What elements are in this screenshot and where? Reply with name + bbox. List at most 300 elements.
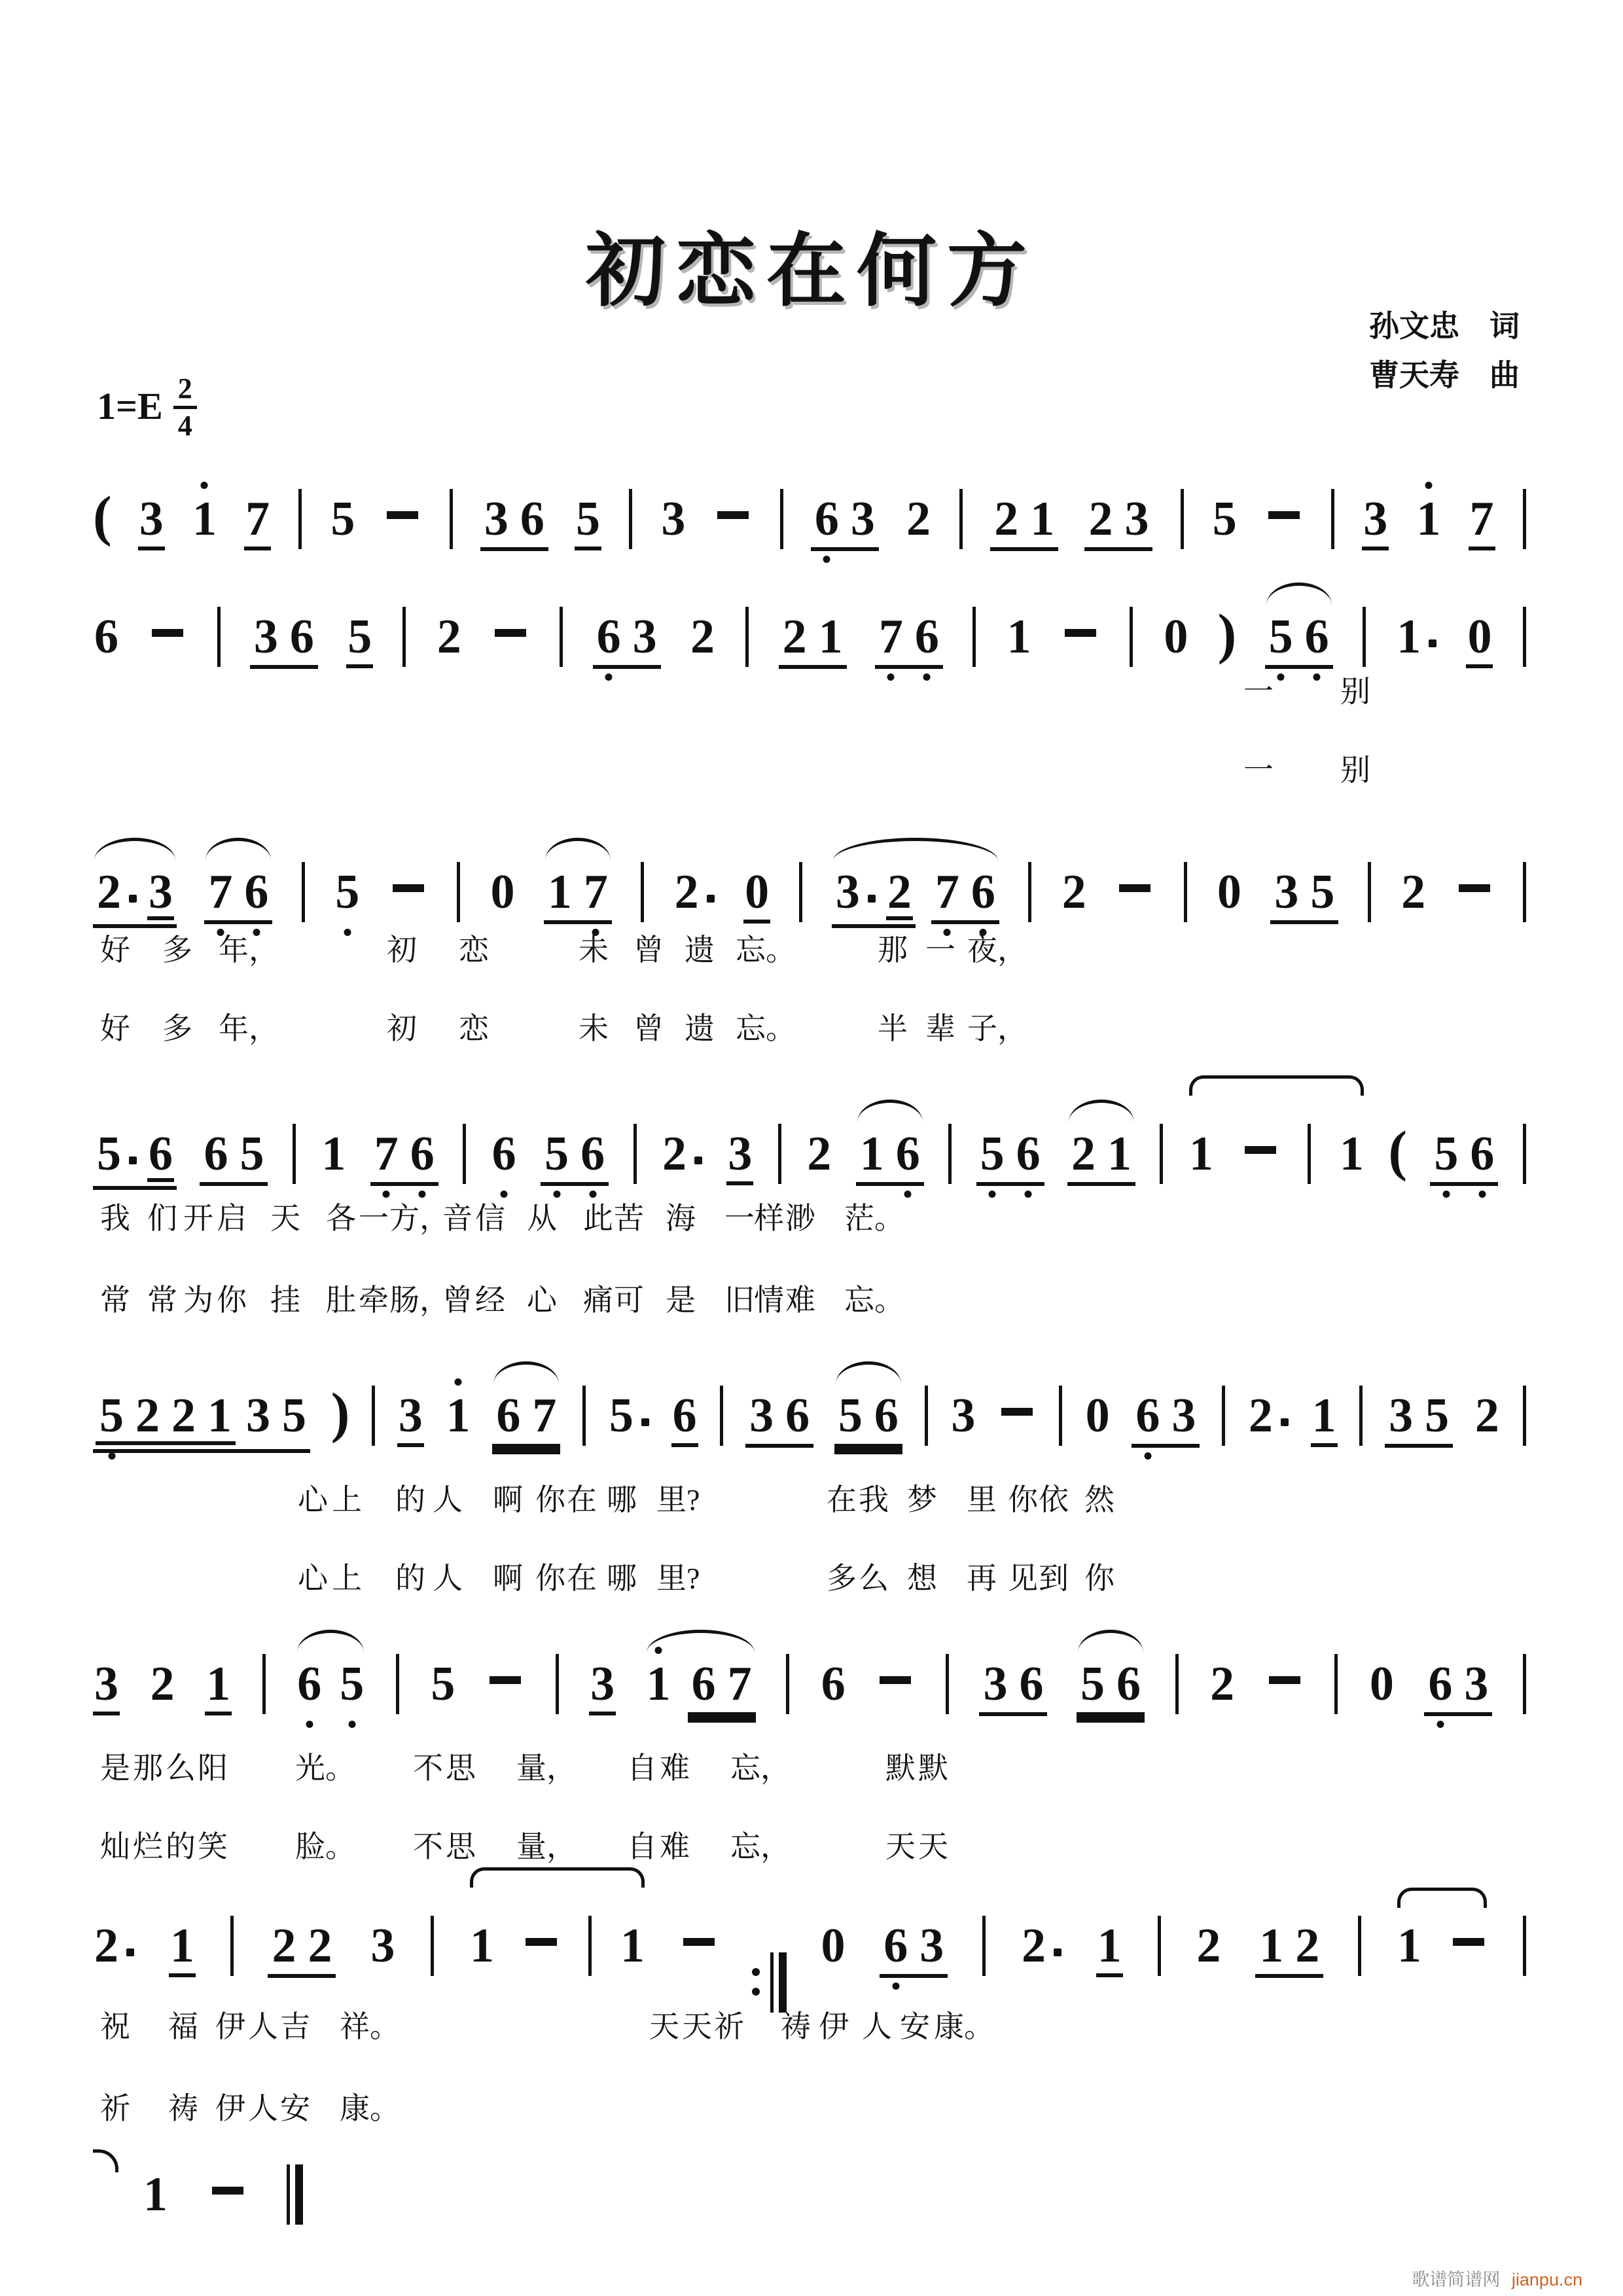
beam-group [1067, 1127, 1135, 1186]
note: 3 [951, 1389, 976, 1443]
barline [1358, 1916, 1361, 1976]
lyric-text: 初 [387, 933, 417, 967]
octave-dot-below [1436, 1721, 1444, 1728]
lyric-text: 我 [859, 1483, 889, 1516]
note: 6 [579, 1130, 606, 1178]
lyric-text: 伊 [215, 2010, 245, 2043]
lyric-text: 心 [298, 1483, 328, 1516]
composer-credit: 曹天寿 曲 [1369, 358, 1520, 392]
note: 6 [1134, 1391, 1161, 1440]
lyric-text: 你 [535, 1483, 565, 1516]
beam-group [480, 492, 548, 551]
barline [372, 1386, 375, 1446]
lyric-text: 苦 [614, 1202, 644, 1235]
note: 2 [1021, 1919, 1046, 1973]
lyric-text: 么 [166, 1751, 196, 1785]
lyric-text: 未 [579, 1012, 609, 1045]
beam-group [93, 1391, 310, 1453]
watermark [1412, 2265, 1582, 2291]
lyric-text: 常 [100, 1283, 130, 1317]
beam-group [976, 1127, 1044, 1186]
meter-numerator: 2 [177, 372, 192, 404]
lyric-row [0, 668, 1623, 706]
note: 6 [1015, 1130, 1042, 1178]
dotted-note [1395, 610, 1438, 664]
lyric-text: 一 [1243, 675, 1274, 708]
lyric-text: 福 [168, 2010, 198, 2043]
augmentation-dot [1281, 1418, 1289, 1426]
slur-group [296, 1657, 365, 1711]
note: 1 [645, 1660, 672, 1708]
dash-note [393, 884, 424, 892]
dash-note [1459, 884, 1490, 892]
lyric-text: 心 [527, 1283, 557, 1317]
octave-dot-above [201, 482, 208, 489]
barline [396, 1654, 399, 1714]
note: 6 [874, 1389, 899, 1443]
note: 3 [589, 1660, 616, 1715]
lyric-text: 难 [660, 1751, 690, 1785]
lyric-text: 阳 [198, 1751, 228, 1785]
note: 5 [338, 1660, 365, 1708]
dotted-note [93, 1919, 135, 1973]
barline [588, 1916, 592, 1976]
barline [1130, 607, 1133, 667]
octave-dot-below [1144, 1452, 1151, 1460]
barline [1028, 862, 1031, 922]
note: 1 [1107, 1127, 1132, 1181]
lyric-text: 多 [162, 1012, 192, 1045]
note: 7 [244, 495, 271, 550]
lyric-text: 在 [567, 1483, 597, 1516]
slur-group [1067, 1127, 1135, 1186]
lyric-text: 开 [183, 1202, 213, 1235]
lyric-text: 里? [656, 1483, 700, 1516]
note: 1 [191, 495, 218, 543]
note: 5 [1310, 865, 1335, 919]
lyric-text: 遗 [685, 1012, 715, 1045]
slur-group [204, 865, 272, 924]
slur-group [856, 1127, 924, 1186]
note: 3 [1389, 1389, 1414, 1443]
lyric-text: 曾 [633, 1012, 664, 1045]
barline [1523, 1124, 1526, 1184]
lyric-text: 梦 [907, 1483, 937, 1516]
dash-note [1269, 1676, 1300, 1684]
note: 6 [895, 1130, 921, 1178]
paren: ) [1217, 602, 1237, 665]
lyric-text: 是 [666, 1283, 696, 1317]
note: 6 [821, 1657, 846, 1711]
barline [1158, 1916, 1161, 1976]
barline [946, 1654, 949, 1714]
paren: ( [93, 484, 112, 547]
dash-note [880, 1676, 911, 1684]
slur-group [544, 865, 612, 924]
tie-group [469, 1901, 646, 1973]
beam-group [200, 1127, 268, 1186]
watermark-site: 歌谱简谱网 [1412, 2270, 1501, 2289]
lyric-text: 依 [1039, 1483, 1069, 1516]
barline [786, 1654, 789, 1714]
beam-group [1270, 865, 1338, 924]
lyric-text: 肠， [389, 1283, 450, 1317]
note: 2 [887, 865, 912, 919]
note: 1 [469, 1919, 494, 1973]
lyric-text: 忘， [730, 1751, 791, 1785]
note: 2 [1088, 492, 1113, 546]
note: 1 [1397, 610, 1421, 664]
note: 6 [671, 1391, 698, 1447]
barline [1308, 1124, 1311, 1184]
note: 3 [661, 492, 686, 546]
augmentation-dot [126, 1948, 134, 1956]
note: 3 [919, 1919, 944, 1973]
beam-group [93, 865, 177, 928]
meter-denominator: 4 [177, 410, 192, 442]
lyric-row [0, 2085, 1623, 2123]
lyric-text: 未 [579, 933, 609, 967]
lyric-row [0, 1194, 1623, 1235]
lyric-text: 可 [614, 1283, 644, 1317]
rest-note: 0 [1466, 613, 1493, 668]
beam-group [541, 1127, 609, 1186]
lyric-text: 天 [649, 2010, 679, 2043]
lyric-text: 茫。 [844, 1202, 904, 1235]
note: 6 [204, 1127, 228, 1181]
note: 6 [813, 495, 840, 543]
beam-group [875, 610, 943, 669]
note: 6 [1304, 613, 1330, 661]
lyric-text: 在 [567, 1562, 597, 1595]
beam-group [990, 492, 1058, 551]
beam-group [96, 1391, 236, 1445]
dash-note [1268, 511, 1300, 519]
octave-dot-above [655, 1647, 662, 1654]
lyric-text: 一 [1243, 753, 1274, 787]
note: 3 [632, 610, 657, 664]
lyric-text: 曾 [442, 1283, 473, 1317]
lyric-text: 然 [1084, 1483, 1115, 1516]
lyric-text: 再 [967, 1562, 997, 1595]
lyric-text: 忘。 [844, 1283, 904, 1317]
lyric-text: 的 [395, 1562, 425, 1595]
lyric-text: 祈 [100, 2092, 130, 2125]
watermark-domain: jianpu.cn [1511, 2270, 1582, 2289]
rest-note: 0 [1369, 1657, 1394, 1711]
note: 6 [296, 1660, 323, 1708]
note: 3 [1362, 495, 1389, 550]
tie-continuation-icon [93, 2149, 118, 2172]
lyric-text: 祷 [781, 2010, 811, 2043]
barline [959, 489, 963, 549]
note: 1 [445, 1391, 472, 1440]
lyric-text: 各 [326, 1202, 356, 1235]
lyric-text: 不 [413, 1751, 443, 1785]
lyric-text: 祷 [168, 2092, 198, 2125]
beam-group [880, 1919, 948, 1978]
dash-note [683, 1938, 715, 1946]
note: 6 [149, 1127, 173, 1181]
lyric-text: 里? [656, 1562, 700, 1595]
note: 1 [1096, 1922, 1123, 1977]
note: 3 [397, 1391, 424, 1447]
paren: ) [330, 1381, 350, 1444]
note: 5 [609, 1389, 633, 1443]
barline [431, 1916, 434, 1976]
lyric-text: 你 [217, 1283, 247, 1317]
note: 5 [543, 1130, 570, 1178]
augmentation-dot [694, 1157, 702, 1164]
lyric-text: 一 [359, 1202, 389, 1235]
barline [230, 1916, 234, 1976]
beam-group [688, 1657, 756, 1716]
lyric-text: 伊 [215, 2092, 245, 2125]
lyric-text: 挂 [270, 1283, 300, 1317]
beam-group [811, 492, 879, 551]
lyric-text: 一 [925, 933, 955, 967]
lyric-text: 见 [1008, 1562, 1038, 1595]
lyric-text: 难 [785, 1283, 815, 1317]
lyric-text: 思 [446, 1830, 476, 1863]
lyric-text: 人 [433, 1483, 463, 1516]
note: 1 [1415, 495, 1442, 543]
note: 2 [1071, 1127, 1096, 1181]
beam-group [1424, 1657, 1492, 1716]
beam-group [593, 610, 661, 669]
note: 3 [1464, 1657, 1489, 1711]
lyric-text: 自 [627, 1830, 657, 1863]
lyric-text: 默 [918, 1751, 948, 1785]
note: 1 [169, 1922, 196, 1977]
note: 1 [1030, 492, 1055, 546]
lyric-text: 音 [442, 1202, 473, 1235]
beam-group [1084, 492, 1152, 551]
note: 3 [835, 865, 860, 919]
lyric-row [0, 1554, 1623, 1595]
barline [582, 1386, 586, 1446]
lyric-text: 牵 [359, 1283, 389, 1317]
barline [1523, 607, 1526, 667]
music-line [93, 1371, 1527, 1453]
lyric-text: 启 [217, 1202, 247, 1235]
lyric-text: 忘。 [736, 1012, 796, 1045]
note: 6 [596, 613, 622, 661]
rest-note: 0 [1217, 865, 1241, 919]
bar-thin [287, 2164, 290, 2225]
meter-bar [173, 406, 197, 409]
beam-group [745, 1391, 813, 1448]
note: 1 [620, 1919, 645, 1973]
beam-group [856, 1127, 924, 1186]
tie-group [1188, 1109, 1365, 1181]
lyric-text: 是 [100, 1751, 130, 1785]
lyric-text: 经 [475, 1283, 505, 1317]
dotted-note [834, 865, 877, 919]
lyric-text: 上 [332, 1483, 362, 1516]
note: 7 [582, 868, 609, 916]
lyric-text: 夜， [967, 933, 1027, 967]
lyric-text: 常 [147, 1283, 177, 1317]
note: 6 [94, 610, 118, 664]
lyric-text: 量， [516, 1751, 577, 1785]
lyric-text: 旧 [724, 1283, 755, 1317]
barline [1523, 862, 1526, 922]
barline [560, 607, 563, 667]
barline [1523, 1386, 1526, 1446]
lyric-text: 们 [147, 1202, 177, 1235]
repeat-dot [752, 1988, 760, 1996]
note: 6 [914, 613, 940, 661]
lyric-text: 痛 [583, 1283, 613, 1317]
key-text: 1=E [97, 385, 163, 427]
lyric-text: 渺 [785, 1202, 815, 1235]
note: 6 [1116, 1657, 1141, 1711]
octave-dot-below [306, 1721, 313, 1728]
lyric-text: 脸。 [295, 1830, 355, 1863]
lyric-text: 方， [389, 1202, 450, 1235]
lyric-text: 半 [878, 1012, 908, 1045]
note: 2 [1401, 865, 1426, 919]
barline [799, 862, 802, 922]
dotted-note [673, 865, 716, 919]
barline [780, 489, 783, 549]
note: 6 [785, 1389, 810, 1443]
lyric-row [0, 2003, 1623, 2041]
lyric-text: 初 [387, 1012, 417, 1045]
dotted-note [608, 1389, 651, 1443]
beam-group [1385, 1391, 1453, 1448]
note: 2 [1196, 1919, 1221, 1973]
dash-note [495, 629, 526, 637]
barline [1222, 1386, 1225, 1446]
octave-dot-below [348, 1721, 355, 1728]
barline [556, 1654, 559, 1714]
lyric-text: 啊 [493, 1483, 523, 1516]
dash-note [526, 1938, 557, 1946]
lyric-text: 好 [100, 933, 130, 967]
lyric-text: 多 [827, 1562, 857, 1595]
lyric-text: 你 [535, 1562, 565, 1595]
dotted-note [96, 865, 138, 919]
beam-group [93, 1127, 177, 1190]
lyric-text: 天 [682, 2010, 712, 2043]
note: 5 [1433, 1130, 1459, 1178]
note: 6 [691, 1657, 716, 1711]
lyric-row [0, 1005, 1623, 1043]
note: 6 [1427, 1660, 1454, 1708]
slur-group [93, 865, 177, 928]
note: 6 [243, 868, 270, 916]
lyric-text: 的 [166, 1830, 196, 1863]
barline [778, 1124, 781, 1184]
lyric-text: 曾 [633, 933, 664, 967]
lyric-text: 信 [475, 1202, 505, 1235]
dotted-note [1020, 1919, 1063, 1973]
augmentation-dot [868, 895, 876, 903]
note: 5 [98, 1391, 125, 1440]
note: 3 [138, 495, 165, 550]
note: 5 [97, 1127, 121, 1181]
note: 7 [532, 1389, 557, 1443]
note: 3 [93, 1660, 120, 1715]
note: 6 [491, 1130, 518, 1178]
barline [1523, 489, 1526, 549]
note: 3 [370, 1919, 395, 1973]
lyric-text: 遗 [685, 933, 715, 967]
note: 2 [690, 610, 715, 664]
barline [217, 607, 221, 667]
lyric-text: 我 [100, 1202, 130, 1235]
music-line [93, 1901, 1527, 1998]
barline [1523, 1654, 1526, 1714]
barline [1181, 489, 1184, 549]
barline [293, 1124, 296, 1184]
lyric-text: 一 [724, 1202, 755, 1235]
lyric-row [0, 926, 1623, 967]
note: 2 [674, 865, 699, 919]
lyric-text: 到 [1039, 1562, 1069, 1595]
lyric-text: 里 [967, 1483, 997, 1516]
music-line [93, 848, 1527, 928]
beam-group [779, 610, 847, 669]
rest-note: 0 [1164, 610, 1188, 664]
note: 6 [289, 610, 314, 664]
note: 2 [308, 1919, 332, 1973]
lyric-text: 此 [583, 1202, 613, 1235]
note: 5 [1080, 1657, 1105, 1711]
note: 7 [1469, 495, 1495, 550]
song-title: 初恋在何方 [586, 228, 1037, 316]
lyric-text: 心 [298, 1562, 328, 1595]
dash-note [152, 629, 183, 637]
augmentation-dot [1429, 639, 1436, 647]
note: 1 [1397, 1919, 1421, 1973]
note: 2 [1248, 1389, 1273, 1443]
barline [1059, 1386, 1062, 1446]
rest-note: 0 [1085, 1389, 1110, 1443]
note: 2 [807, 1127, 832, 1181]
note: 2 [171, 1389, 196, 1443]
lyric-text: 上 [332, 1562, 362, 1595]
note: 6 [409, 1130, 436, 1178]
slur-group [834, 1391, 902, 1448]
note: 5 [1212, 492, 1237, 546]
lyric-text: 伊 [819, 2010, 849, 2043]
barline [298, 489, 302, 549]
dash-note [1065, 629, 1096, 637]
note: 7 [727, 1657, 752, 1711]
lyric-text: 样 [754, 1202, 784, 1235]
note: 2 [994, 492, 1019, 546]
note: 3 [726, 1130, 753, 1185]
octave-dot-below [108, 1452, 115, 1460]
lyric-text: 哪 [607, 1483, 637, 1516]
beam-group [1255, 1919, 1323, 1978]
barline [402, 607, 406, 667]
lyric-text: 不 [413, 1830, 443, 1863]
slur-group [1077, 1657, 1145, 1716]
lyric-text: 思 [446, 1751, 476, 1785]
lyric-row [0, 1476, 1623, 1514]
note: 3 [1171, 1389, 1196, 1443]
barline [1363, 607, 1366, 667]
lyric-text: 那 [878, 933, 908, 967]
barline [982, 1916, 986, 1976]
barline [633, 1124, 637, 1184]
music-line [93, 1109, 1527, 1190]
beam-group [1077, 1657, 1145, 1716]
